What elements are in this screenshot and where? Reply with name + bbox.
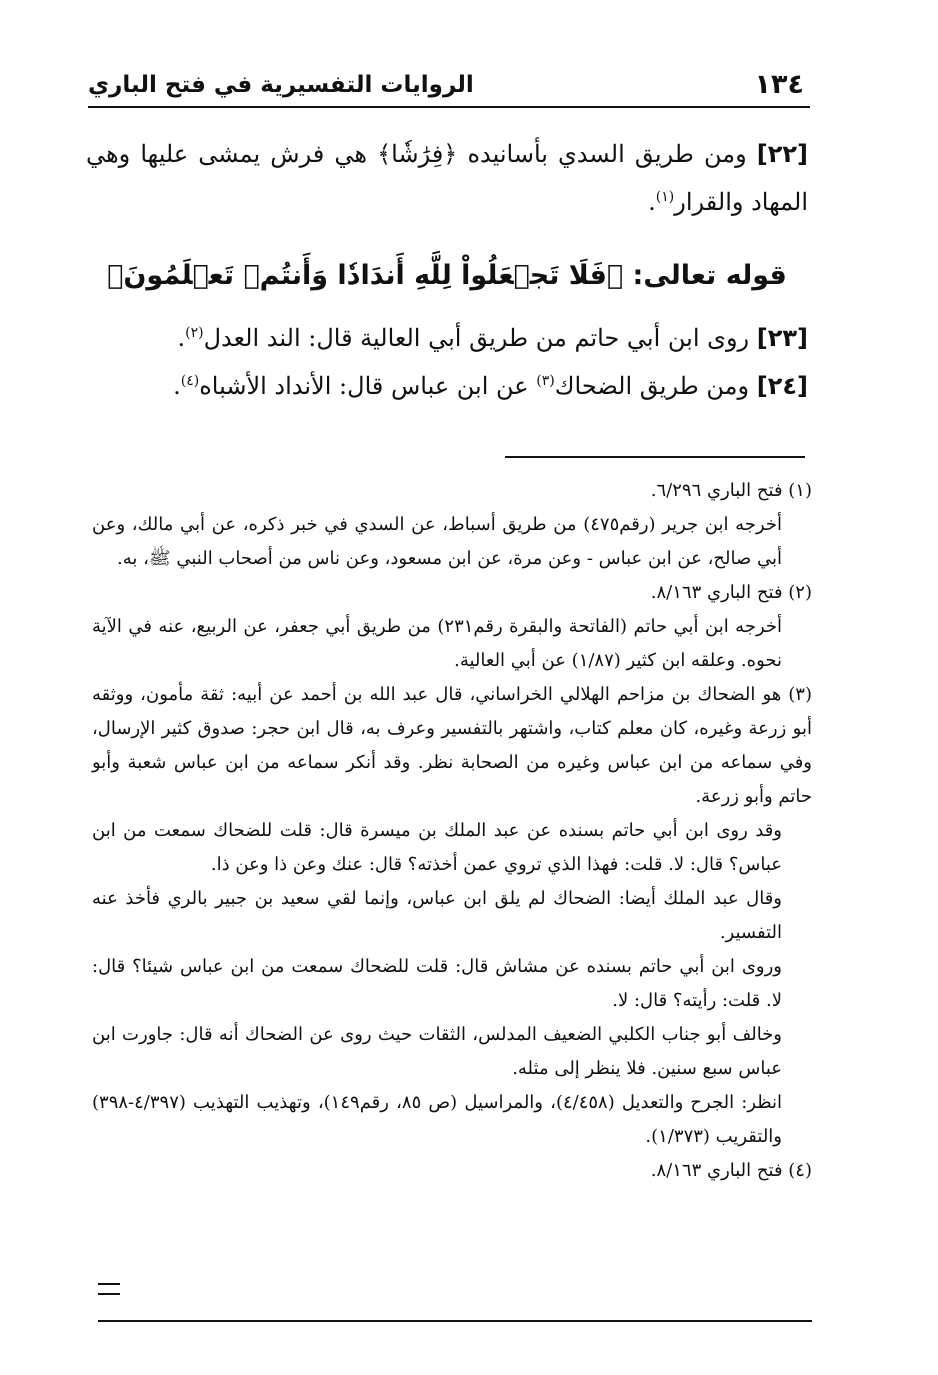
footnote-3-paragraph: وقال عبد الملك أيضا: الضحاك لم يلق ابن عباس، وإنما لقي سعيد بن جبير بالري فأخذ عنه التفسير. [92, 888, 782, 943]
footnote-3-head: (٣) هو الضحاك بن مزاحم الهلالي الخراساني، قال عبد الله بن أحمد عن أبيه: ثقة مأمون، ووثقه أبو زرعة وغيره، كان معلم كتاب، واشتهر بالتفسير وعرف به، قال ابن حجر: صدوق كثير الإرسال، وفي سماعه من ابن عباس وغيره من الصحابة نظر. وقد أنكر سماعه من ابن عباس شعبة وأبو حاتم وأبو زرعة. [92, 684, 812, 807]
footnote-3-references: انظر: الجرح والتعديل (٤/٤٥٨)، والمراسيل (ص ٨٥، رقم١٤٩)، وتهذيب التهذيب (٤/٣٩٧-٣٩٨) والتقريب (١/٣٧٣). [92, 1092, 783, 1147]
footnote-2-head: (٢) فتح الباري ٨/١٦٣. [650, 582, 812, 603]
paragraph-number: [٢٢] [756, 140, 808, 168]
footnote-ref: (٢) [185, 325, 204, 341]
footnote-3-paragraph: وخالف أبو جناب الكلبي الضعيف المدلس، الثقات حيث روى عن الضحاك أنه قال: جاورت ابن عباس سبع سنين. فلا ينظر إلى مثله. [92, 1024, 782, 1079]
footnote-ref: (١) [655, 189, 675, 205]
running-header [88, 62, 810, 108]
footnote-2-body: أخرجه ابن أبي حاتم (الفاتحة والبقرة رقم٢٣١) من طريق أبي جعفر، عن الربيع، عنه في الآية نحوه. وعلقه ابن كثير (١/٨٧) عن أبي العالية. [92, 616, 783, 671]
paragraph-24: [٢٤] ومن طريق الضحاك$^{(٣)}$ عن ابن عباس قال: الأنداد الأشباه$^{(٤)}$. [173, 372, 808, 400]
paragraph-text: ومن طريق الضحاك [554, 372, 750, 400]
footnote-1-head: (١) فتح الباري ٦/٢٩٦. [650, 480, 812, 501]
footnote-separator [505, 456, 805, 458]
verse-heading: قوله تعالى: ﴿فَلَا تَجۡعَلُواْ لِلَّهِ أَندَادٗا وَأَنتُمۡ تَعۡلَمُونَ﴾ [107, 260, 787, 291]
paragraph-text: ومن طريق السدي بأسانيده ﴿فِرَٰشٗا﴾ هي فرش يمشى عليها وهي المهاد والقرار [86, 140, 808, 216]
paragraph-22: [٢٢] ومن طريق السدي بأسانيده ﴿فِرَٰشٗا﴾ هي فرش يمشى عليها وهي المهاد والقرار$^{(١)}$. [86, 140, 808, 216]
page-number: ١٣٤ [754, 69, 804, 100]
footnote-3-paragraph: وقد روى ابن أبي حاتم بسنده عن عبد الملك بن ميسرة قال: قلت للضحاك سمعت من ابن عباس؟ قال: لا. قلت: فهذا الذي تروي عمن أخذته؟ قال: عنك وعن ذا وعن ذا. [92, 820, 782, 875]
continuation-mark [98, 1283, 120, 1295]
footnote-ref: (٤) [180, 373, 200, 389]
main-text [86, 130, 808, 410]
paragraph-number: [٢٤] [756, 372, 808, 400]
bottom-rule [98, 1320, 812, 1322]
footnotes [92, 474, 812, 1188]
running-title: الروايات التفسيرية في فتح الباري [88, 72, 474, 98]
footnote-4-head: (٤) فتح الباري ٨/١٦٣. [650, 1160, 812, 1181]
paragraph-number: [٢٣] [756, 324, 808, 352]
footnote-ref: (٣) [536, 373, 555, 389]
paragraph-text: روى ابن أبي حاتم من طريق أبي العالية قال: الند العدل [203, 324, 750, 352]
footnote-1-body: أخرجه ابن جرير (رقم٤٧٥) من طريق أسباط، عن السدي في خبر ذكره، عن أبي مالك، وعن أبي صالح، عن ابن عباس - وعن مرة، عن ابن مسعود، وعن ناس من أصحاب النبي ﷺ، به. [92, 514, 782, 569]
paragraph-text: عن ابن عباس قال: الأنداد الأشباه [199, 372, 529, 400]
footnote-3-paragraph: وروى ابن أبي حاتم بسنده عن مشاش قال: قلت للضحاك سمعت من ابن عباس شيئا؟ قال: لا. قلت: رأيته؟ قال: لا. [92, 956, 782, 1011]
paragraph-23: [٢٣] روى ابن أبي حاتم من طريق أبي العالية قال: الند العدل$^{(٢)}$. [177, 324, 808, 352]
